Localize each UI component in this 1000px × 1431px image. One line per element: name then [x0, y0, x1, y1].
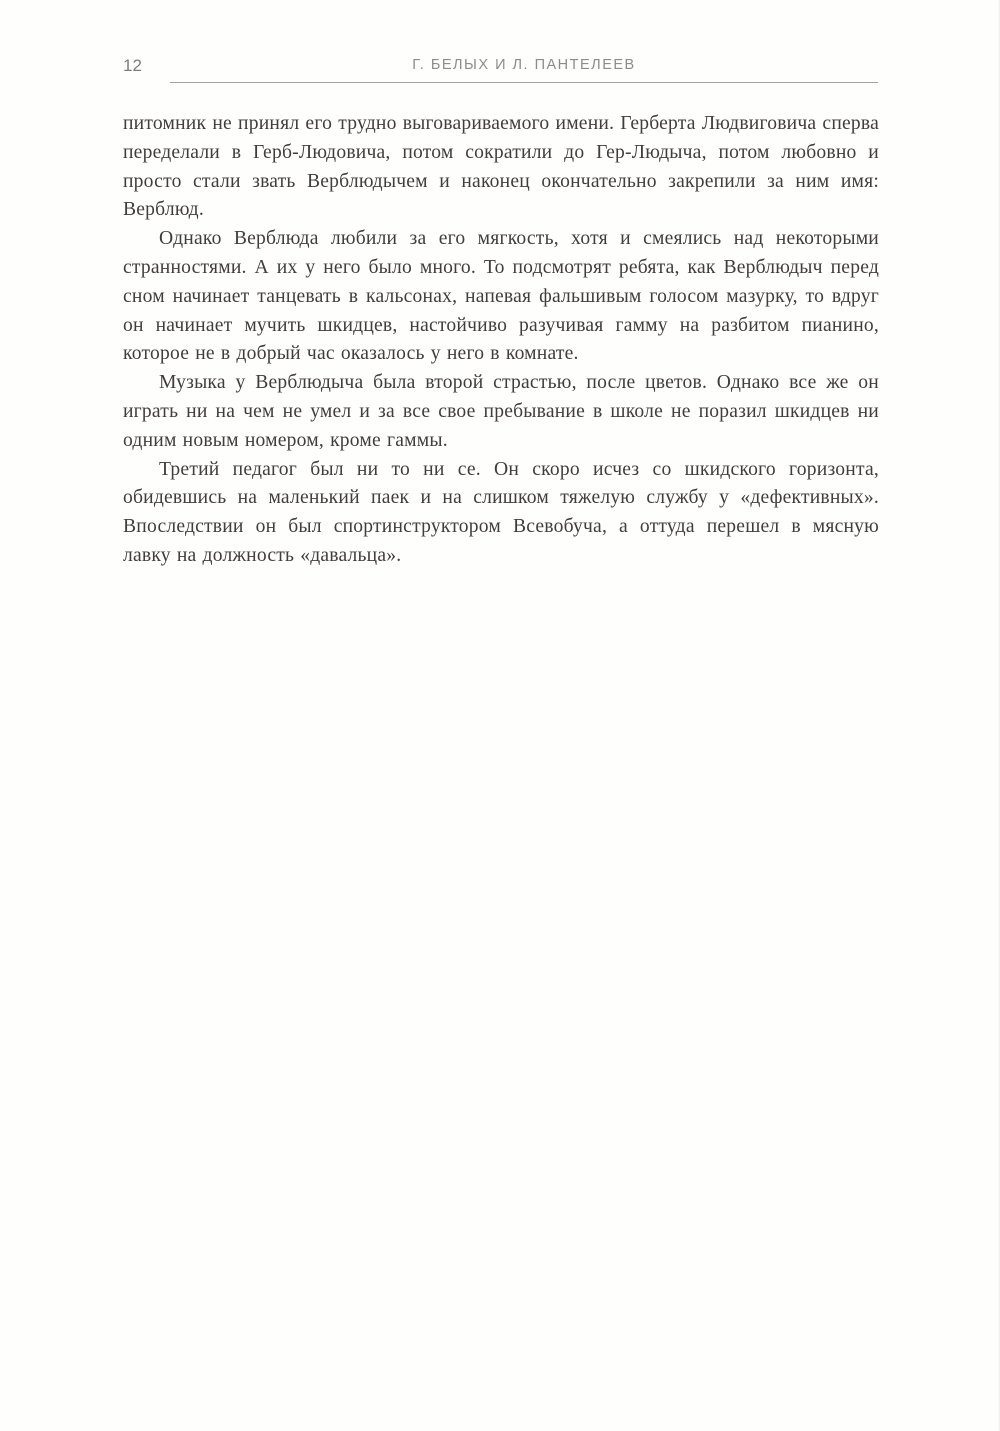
paragraph-continuation: питомник не принял его трудно выговариваемого имени. Герберта Людвиговича сперва переделали в Герб-Людовича, потом сократили до Гер-Людыча, потом любовно и просто стали звать Верблюдычем и наконец окончательно закрепили за ним имя: Верблюд. [123, 113, 879, 221]
page-text-block [123, 110, 879, 571]
page-header [123, 56, 878, 83]
running-head-rule [170, 56, 878, 83]
paragraph: Музыка у Верблюдыча была второй страстью, после цветов. Однако все же он играть ни на чем не умел и за все свое пребывание в школе не поразил шкидцев ни одним новым номером, кроме гаммы. [123, 372, 879, 451]
paragraph: Третий педагог был ни то ни се. Он скоро исчез со шкидского горизонта, обидевшись на маленький паек и на слишком тяжелую службу у «дефективных». Впоследствии он был спортинструктором Всевобуча, а оттуда перешел в мясную лавку на должность «давальца». [123, 458, 879, 566]
paragraph: Однако Верблюда любили за его мягкость, хотя и смеялись над некоторыми странностями. А их у него было много. То подсмотрят ребята, как Верблюдыч перед сном начинает танцевать в кальсонах, напевая фальшивым голосом мазурку, то вдруг он начинает мучить шкидцев, настойчиво разучивая гамму на разбитом пианино, которое не в добрый час оказалось у него в комнате. [123, 228, 879, 365]
page-number: 12 [123, 56, 142, 75]
running-title: Г. БЕЛЫХ И Л. ПАНТЕЛЕЕВ [412, 57, 636, 73]
